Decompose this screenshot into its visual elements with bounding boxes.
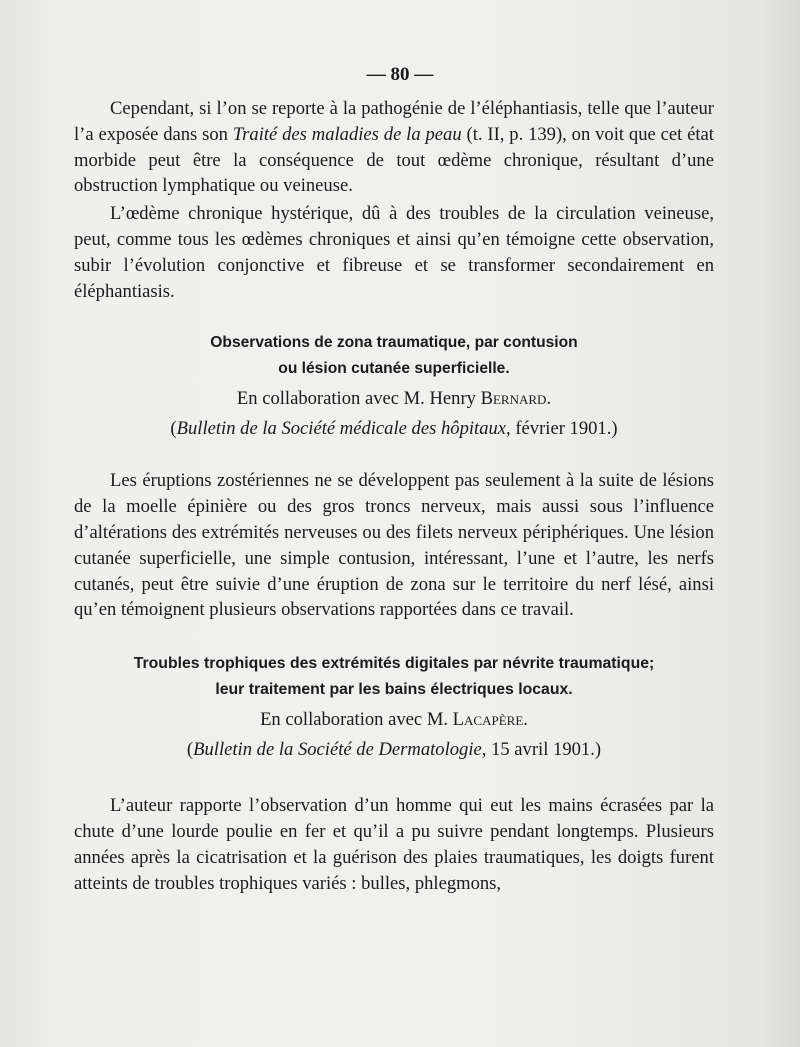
intro-text: Cependant, si l’on se reporte à la pathogénie de l’éléphantiasis, telle que l’auteur l’a exposée dans son	[74, 98, 714, 145]
citation-open: (	[186, 739, 194, 761]
page-body	[74, 96, 714, 896]
collaboration-line	[74, 707, 714, 733]
book-title: Traité des maladies de la peau	[232, 123, 462, 145]
citation-line	[74, 416, 714, 442]
section-title-line-1: Observations de zona traumatique, par contusion	[210, 334, 578, 352]
intro-paragraph-1	[74, 96, 714, 199]
collaborator-name: Lacapère.	[452, 709, 528, 731]
intro-text: (t. II, p. 139), on voit que cet état morbide peut être la conséquence de tout œdème chronique, résultant d’une obstruction lymphatique ou veineuse.	[74, 123, 714, 197]
citation-date: , février 1901.)	[506, 418, 618, 440]
collab-prefix: En collaboration avec M.	[260, 709, 453, 731]
section-troubles-body: L’auteur rapporte l’observation d’un homme qui eut les mains écrasées par la chute d’une lourde poulie en fer et qu’il a pu suivre pendant longtemps. Plusieurs années après la cicatrisation et la guérison des plaies traumatiques, les doigts furent atteints de troubles trophiques variés : bulles, phlegmons,	[74, 795, 714, 894]
citation-date: , 15 avril 1901.)	[481, 739, 602, 761]
journal-title: Bulletin de la Société de Dermatologie	[193, 739, 482, 761]
section-title-line-1: Troubles trophiques des extrémités digitales par névrite traumatique;	[133, 655, 655, 673]
citation-open: (	[170, 418, 177, 440]
intro-paragraph-2: L’œdème chronique hystérique, dû à des troubles de la circulation veineuse, peut, comme tous les œdèmes chroniques et ainsi qu’en témoigne cette observation, subir l’évolution conjonctive et fibreuse et se transformer secondairement en éléphantiasis.	[74, 203, 714, 302]
section-troubles-header	[74, 651, 714, 763]
journal-title: Bulletin de la Société médicale des hôpitaux	[176, 418, 507, 440]
collab-prefix: En collaboration avec M. Henry	[236, 388, 481, 410]
section-title-line-2: leur traitement par les bains électriques locaux.	[215, 681, 573, 699]
collaborator-name: Bernard.	[480, 388, 552, 410]
section-zona-body: Les éruptions zostériennes ne se développent pas seulement à la suite de lésions de la moelle épinière ou des gros troncs nerveux, mais aussi sous l’influence d’altérations des extrémités nerveuses ou des filets nerveux périphériques. Une lésion cutanée superficielle, une simple contusion, intéressant, l’une et l’autre, les nerfs cutanés, peut être suivie d’une éruption de zona sur le territoire du nerf lésé, ainsi qu’en témoignent plusieurs observations rapportées dans ce travail.	[74, 470, 714, 621]
page-number: — 80 —	[366, 64, 434, 85]
collaboration-line	[74, 386, 714, 412]
section-zona-header	[74, 330, 714, 442]
section-title-line-2: ou lésion cutanée superficielle.	[278, 360, 510, 378]
citation-line	[74, 737, 714, 763]
